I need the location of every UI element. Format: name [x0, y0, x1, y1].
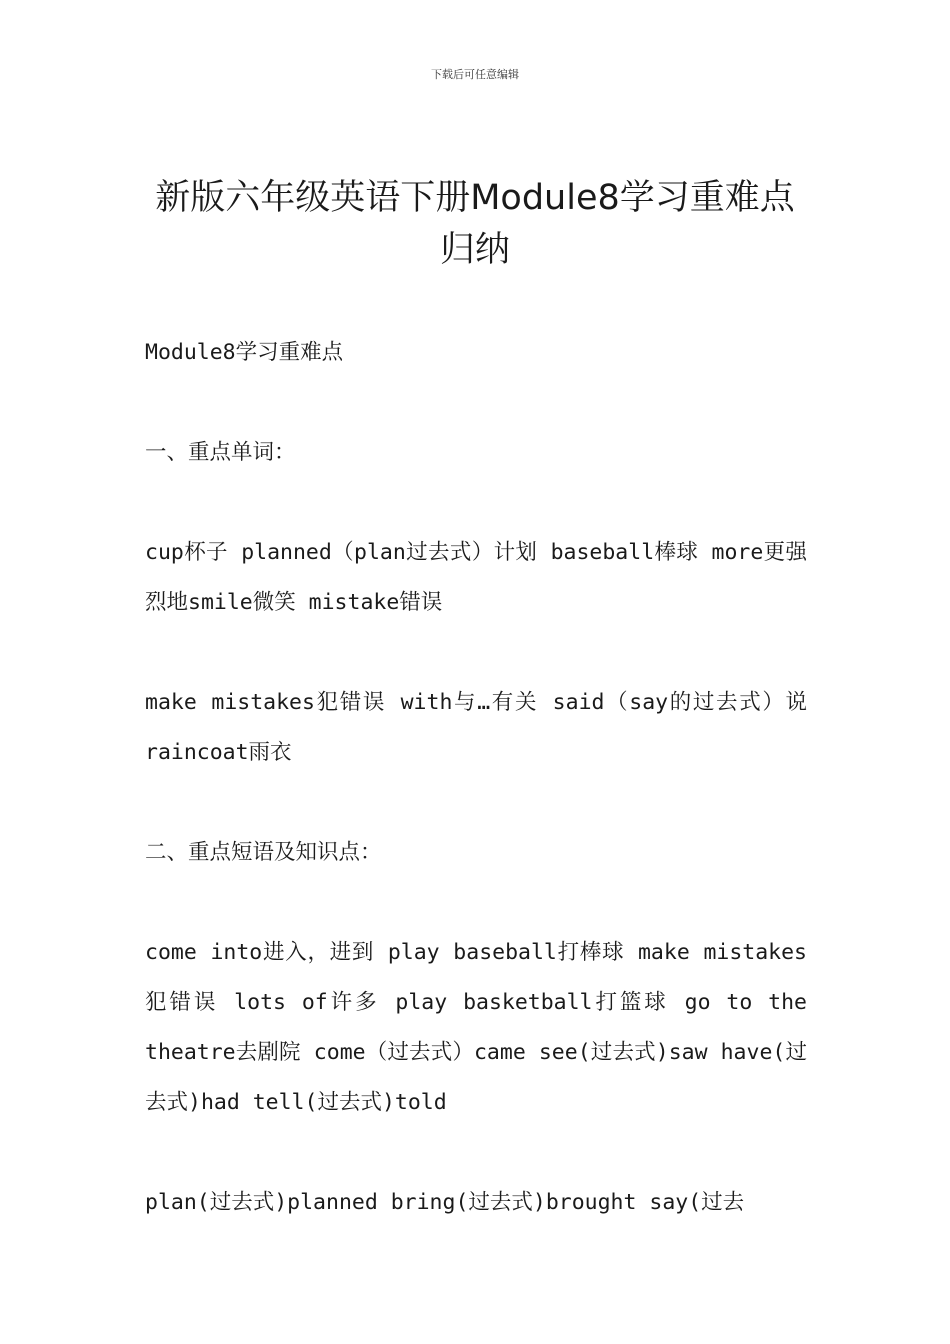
document-title: 新版六年级英语下册Module8学习重难点归纳 — [155, 178, 795, 270]
page-header-note: 下载后可任意编辑 — [431, 68, 519, 81]
vocabulary-paragraph: make mistakes犯错误 with与…有关 said（say的过去式）说 raincoat雨衣 — [145, 690, 807, 765]
section-heading-module: Module8学习重难点 — [145, 340, 344, 365]
vocabulary-paragraph: cup杯子 planned（plan过去式）计划 baseball棒球 more更强烈地smile微笑 mistake错误 — [145, 540, 807, 615]
phrases-paragraph: plan(过去式)planned bring(过去式)brought say(过去 — [145, 1190, 745, 1215]
document-body — [145, 328, 807, 1278]
section-heading-phrases: 二、重点短语及知识点： — [145, 840, 382, 865]
section-heading-vocabulary: 一、重点单词： — [145, 440, 296, 465]
phrases-paragraph: come into进入，进到 play baseball打棒球 make mistakes犯错误 lots of许多 play basketball打篮球 go to the theatre去剧院 come（过去式）came see(过去式)saw have(过去式)had tell(过去式)told — [145, 940, 807, 1115]
